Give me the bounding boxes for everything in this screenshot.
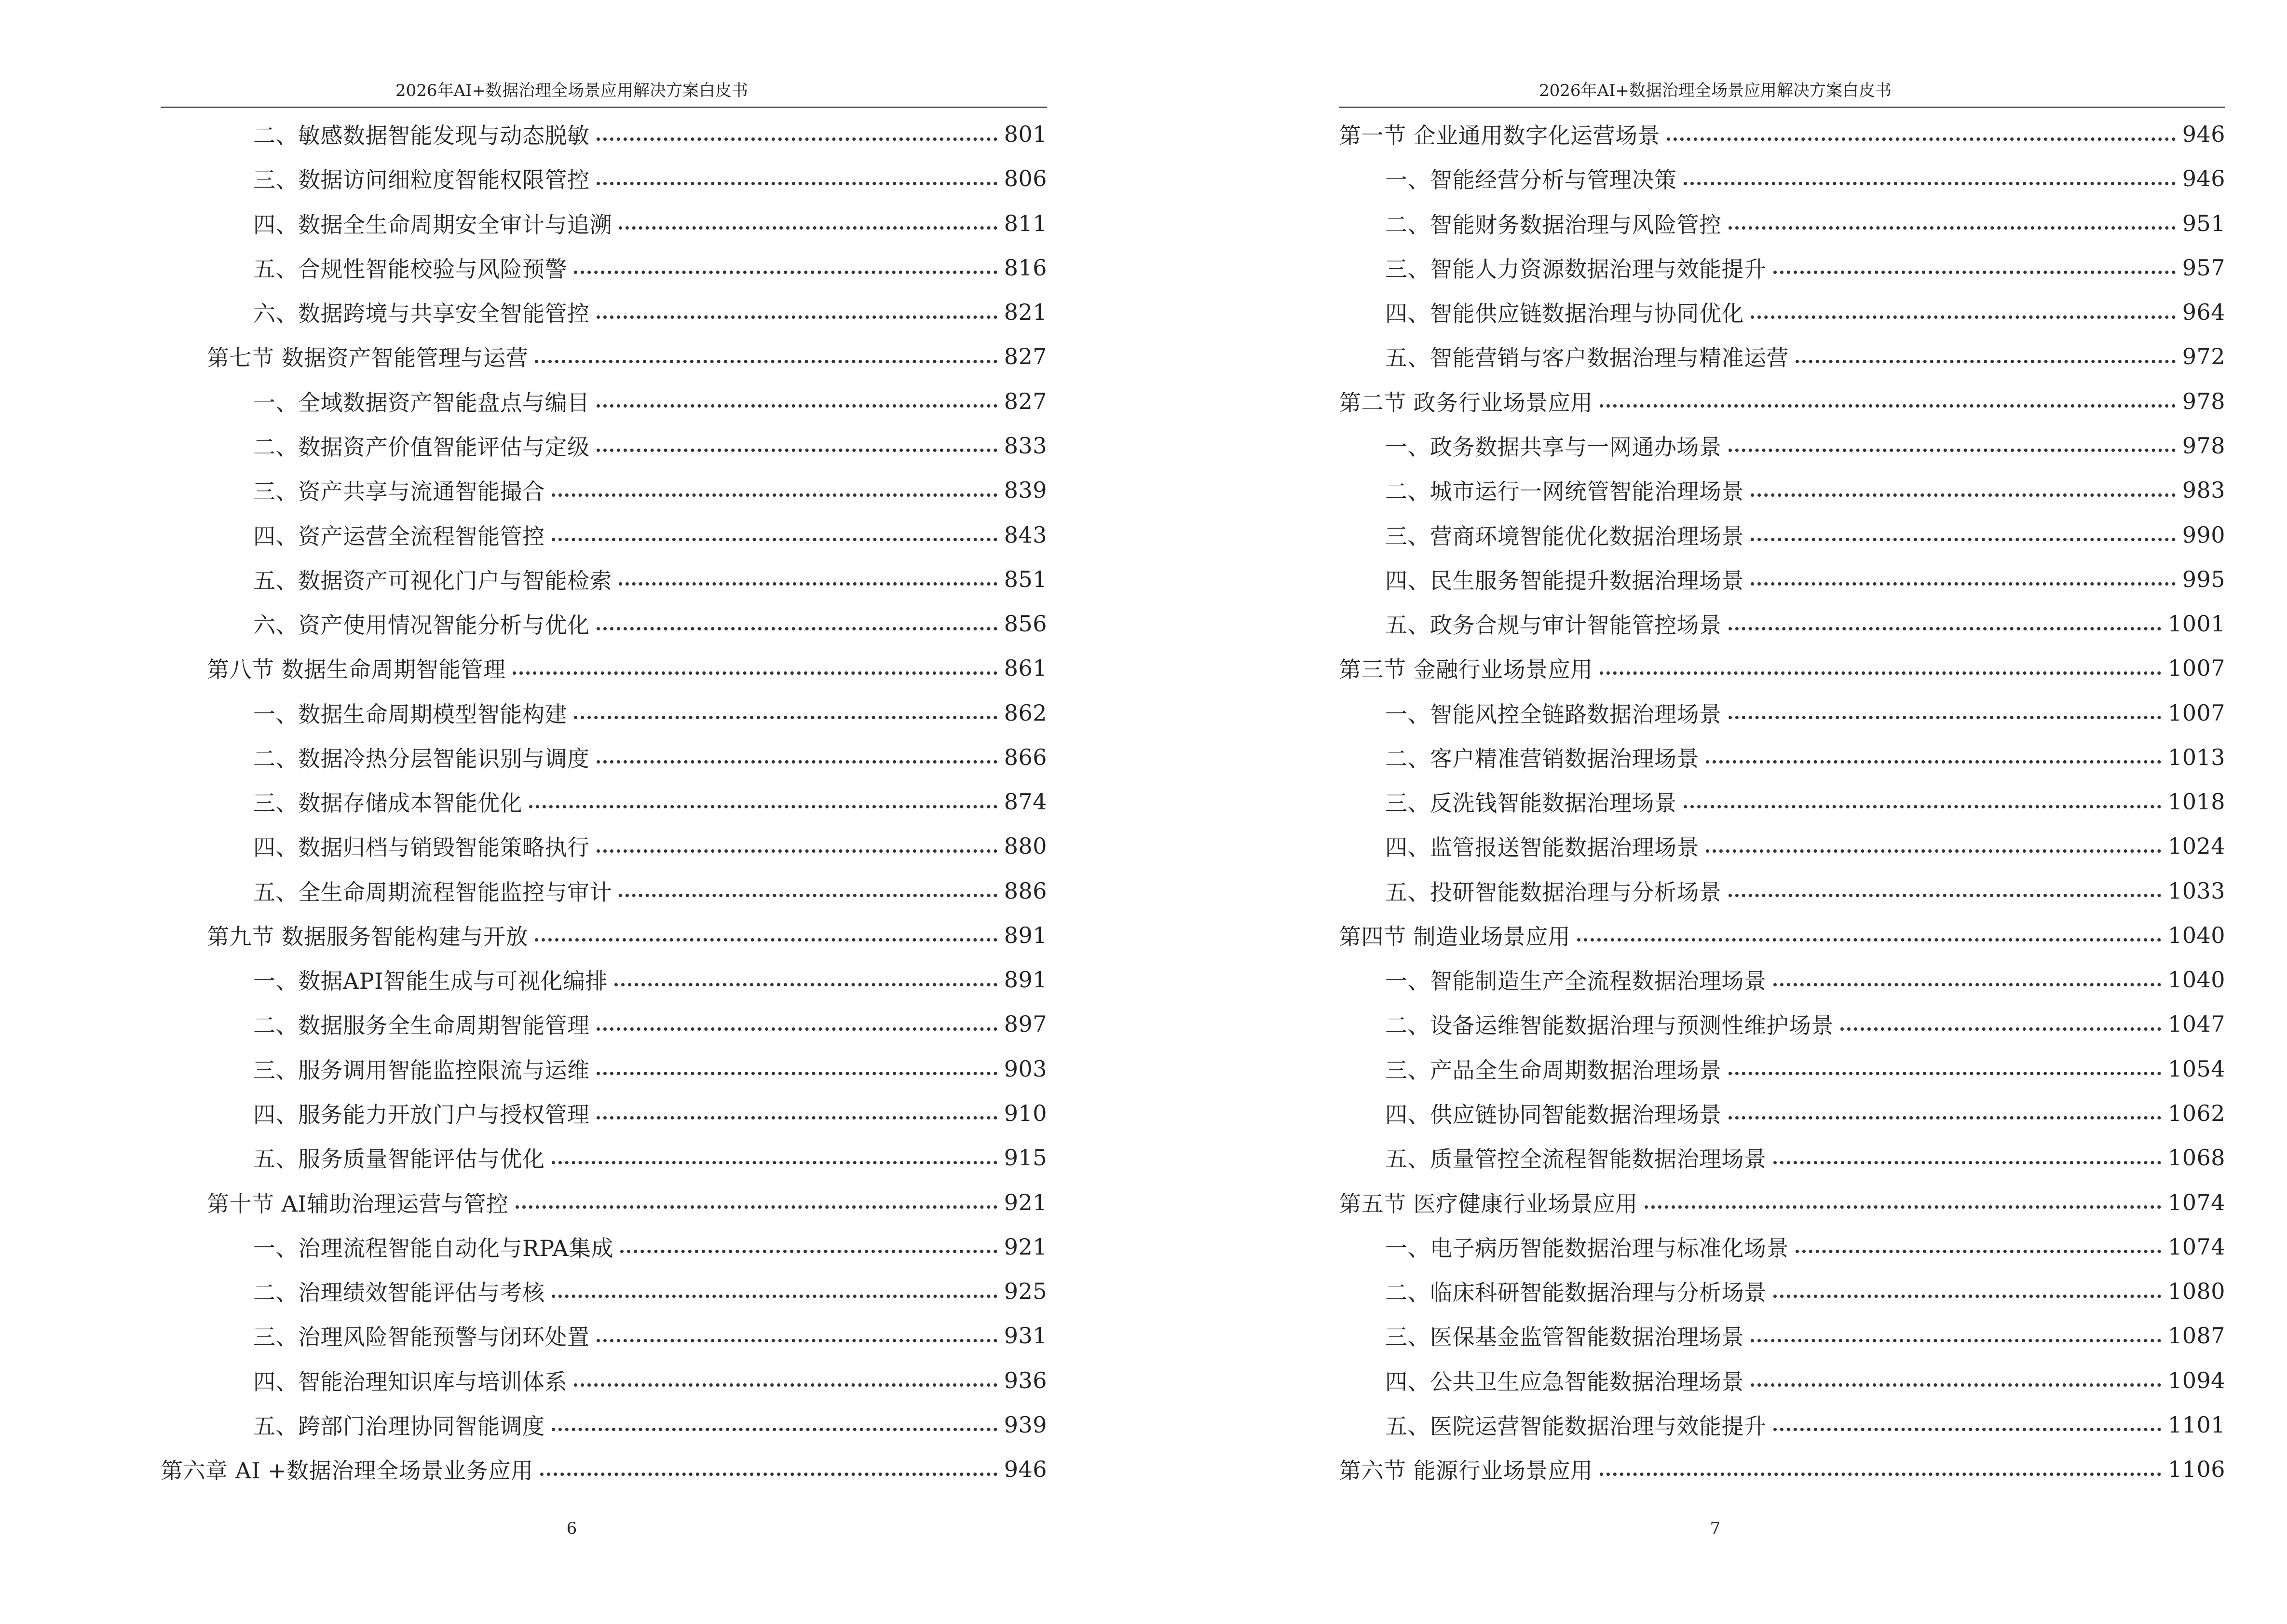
- toc-entry-title: 六、资产使用情况智能分析与优化: [253, 612, 590, 639]
- dot-leader: [597, 137, 997, 141]
- dot-leader: [1729, 1072, 2161, 1075]
- toc-entry-page: 1013: [2167, 744, 2225, 770]
- toc-entry-page: 957: [2182, 254, 2225, 281]
- toc-entry[interactable]: [161, 246, 1047, 290]
- dot-leader: [1729, 716, 2161, 719]
- toc-entry-title: 五、政务合规与审计智能管控场景: [1385, 612, 1722, 639]
- dot-leader: [1840, 1027, 2161, 1031]
- toc-entry-title: 三、反洗钱智能数据治理场景: [1385, 790, 1677, 817]
- toc-entry[interactable]: [1339, 379, 2225, 423]
- toc-entry[interactable]: [161, 869, 1047, 913]
- toc-entry-page: 816: [1004, 254, 1047, 281]
- dot-leader: [1600, 1473, 2161, 1476]
- toc-entry[interactable]: [1339, 1225, 2225, 1269]
- toc-entry-page: 995: [2182, 566, 2225, 592]
- dot-leader: [620, 1250, 997, 1253]
- toc-entry[interactable]: [161, 1403, 1047, 1447]
- toc-entry-page: 862: [1004, 699, 1047, 726]
- toc-entry-page: 1040: [2167, 967, 2225, 993]
- toc-entry-title: 三、数据访问细粒度智能权限管控: [253, 167, 590, 193]
- toc-entry-page: 1074: [2167, 1189, 2225, 1215]
- toc-entry-page: 811: [1004, 210, 1047, 236]
- toc-entry[interactable]: [1339, 601, 2225, 646]
- toc-entry-title: 三、医保基金监管智能数据治理场景: [1385, 1324, 1744, 1351]
- toc-entry[interactable]: [161, 1047, 1047, 1091]
- toc-entry-title: 二、临床科研智能数据治理与分析场景: [1385, 1280, 1767, 1306]
- dot-leader: [540, 1473, 997, 1476]
- toc-entry[interactable]: [161, 512, 1047, 557]
- toc-entry-page: 921: [1004, 1233, 1047, 1260]
- toc-entry-title: 二、城市运行一网统管智能治理场景: [1385, 478, 1744, 505]
- toc-entry[interactable]: [1339, 1002, 2225, 1046]
- toc-entry-title: 一、全域数据资产智能盘点与编目: [253, 389, 590, 416]
- header-divider: [161, 107, 1047, 108]
- toc-entry-title: 四、智能供应链数据治理与协同优化: [1385, 300, 1744, 327]
- dot-leader: [552, 1428, 997, 1431]
- toc-entry[interactable]: [1339, 735, 2225, 779]
- toc-entry-title: 第二节 政务行业场景应用: [1339, 389, 1593, 416]
- dot-leader: [1645, 1205, 2161, 1209]
- toc-entry-page: 1074: [2167, 1233, 2225, 1260]
- toc-entry-title: 第三节 金融行业场景应用: [1339, 656, 1593, 683]
- dot-leader: [597, 1072, 997, 1075]
- toc-entry-title: 五、合规性智能校验与风险预警: [253, 256, 567, 282]
- toc-entry[interactable]: [1339, 1135, 2225, 1180]
- toc-entry[interactable]: [161, 1180, 1047, 1224]
- toc-entry-title: 三、数据存储成本智能优化: [253, 790, 522, 817]
- toc-entry-title: 五、智能营销与客户数据治理与精准运营: [1385, 345, 1789, 371]
- toc-entry-page: 806: [1004, 165, 1047, 192]
- table-of-contents: [1339, 112, 2225, 1491]
- toc-entry[interactable]: [1339, 112, 2225, 156]
- toc-entry-title: 一、电子病历智能数据治理与标准化场景: [1385, 1235, 1789, 1261]
- dot-leader: [1600, 671, 2161, 675]
- table-of-contents: [161, 112, 1047, 1491]
- toc-entry-page: 903: [1004, 1055, 1047, 1082]
- dot-leader: [597, 449, 997, 452]
- toc-entry-title: 五、质量管控全流程智能数据治理场景: [1385, 1146, 1767, 1173]
- toc-entry[interactable]: [1339, 690, 2225, 735]
- toc-entry-page: 821: [1004, 299, 1047, 326]
- dot-leader: [1751, 1383, 2161, 1387]
- dot-leader: [1729, 894, 2161, 897]
- dot-leader: [1751, 493, 2176, 497]
- toc-entry-title: 四、公共卫生应急智能数据治理场景: [1385, 1368, 1744, 1395]
- toc-entry-page: 1007: [2167, 655, 2225, 682]
- toc-entry[interactable]: [161, 334, 1047, 379]
- toc-entry-title: 一、智能风控全链路数据治理场景: [1385, 701, 1722, 727]
- dot-leader: [1577, 938, 2161, 942]
- toc-entry-title: 一、政务数据共享与一网通办场景: [1385, 434, 1722, 460]
- toc-entry-title: 五、数据资产可视化门户与智能检索: [253, 567, 612, 594]
- toc-entry-title: 二、客户精准营销数据治理场景: [1385, 745, 1699, 772]
- toc-entry[interactable]: [1339, 1180, 2225, 1224]
- toc-entry[interactable]: [161, 1269, 1047, 1313]
- toc-entry[interactable]: [161, 913, 1047, 957]
- toc-entry-title: 二、敏感数据智能发现与动态脱敏: [253, 123, 590, 149]
- toc-entry-page: 839: [1004, 477, 1047, 504]
- dot-leader: [1706, 849, 2161, 853]
- dot-leader: [1773, 1295, 2161, 1298]
- dot-leader: [1751, 582, 2176, 586]
- toc-entry-title: 六、数据跨境与共享安全智能管控: [253, 300, 590, 327]
- toc-entry[interactable]: [1339, 557, 2225, 601]
- toc-entry-title: 第一节 企业通用数字化运营场景: [1339, 123, 1661, 149]
- toc-entry-page: 925: [1004, 1278, 1047, 1305]
- dot-leader: [552, 1295, 997, 1298]
- toc-entry-page: 931: [1004, 1323, 1047, 1349]
- toc-entry[interactable]: [161, 779, 1047, 824]
- dot-leader: [1684, 805, 2161, 808]
- toc-entry-title: 一、数据生命周期模型智能构建: [253, 701, 567, 727]
- dot-leader: [1729, 1116, 2161, 1119]
- toc-entry-page: 978: [2182, 388, 2225, 414]
- toc-entry-title: 二、数据资产价值智能评估与定级: [253, 434, 590, 460]
- toc-entry-page: 861: [1004, 655, 1047, 682]
- toc-entry-page: 833: [1004, 432, 1047, 459]
- header-divider: [1339, 107, 2225, 108]
- toc-entry[interactable]: [1339, 824, 2225, 868]
- toc-entry[interactable]: [1339, 1403, 2225, 1447]
- page-header: 2026年AI+数据治理全场景应用解决方案白皮书: [395, 81, 748, 100]
- dot-leader: [619, 894, 997, 897]
- toc-entry-page: 897: [1004, 1011, 1047, 1037]
- toc-entry-page: 1062: [2167, 1100, 2225, 1126]
- toc-entry-page: 1080: [2167, 1278, 2225, 1305]
- toc-entry-page: 910: [1004, 1100, 1047, 1126]
- toc-entry-page: 1094: [2167, 1367, 2225, 1393]
- dot-leader: [1729, 226, 2176, 230]
- toc-entry-title: 二、数据服务全生命周期智能管理: [253, 1012, 590, 1039]
- dot-leader: [619, 226, 997, 230]
- toc-entry[interactable]: [1339, 1358, 2225, 1402]
- dot-leader: [1600, 404, 2176, 408]
- toc-entry-title: 三、服务调用智能监控限流与运维: [253, 1057, 590, 1083]
- toc-entry-page: 886: [1004, 877, 1047, 904]
- dot-leader: [619, 582, 997, 586]
- toc-entry-title: 三、资产共享与流通智能撮合: [253, 478, 545, 505]
- toc-entry[interactable]: [161, 379, 1047, 423]
- toc-entry[interactable]: [161, 646, 1047, 690]
- toc-entry-title: 五、跨部门治理协同智能调度: [253, 1413, 545, 1439]
- toc-entry[interactable]: [1339, 201, 2225, 246]
- toc-entry[interactable]: [1339, 1313, 2225, 1358]
- toc-entry-page: 1007: [2167, 699, 2225, 726]
- dot-leader: [516, 1205, 997, 1209]
- toc-entry[interactable]: [1339, 334, 2225, 379]
- toc-entry-page: 939: [1004, 1411, 1047, 1438]
- dot-leader: [1729, 627, 2161, 630]
- dot-leader: [1667, 137, 2176, 141]
- toc-entry[interactable]: [161, 735, 1047, 779]
- toc-entry[interactable]: [161, 1313, 1047, 1358]
- toc-entry-title: 五、医院运营智能数据治理与效能提升: [1385, 1413, 1767, 1439]
- toc-entry[interactable]: [1339, 423, 2225, 468]
- dot-leader: [597, 315, 997, 319]
- toc-entry[interactable]: [161, 1225, 1047, 1269]
- dot-leader: [1796, 1250, 2161, 1253]
- toc-entry-title: 三、营商环境智能优化数据治理场景: [1385, 523, 1744, 549]
- toc-entry-page: 827: [1004, 388, 1047, 414]
- page-header: 2026年AI+数据治理全场景应用解决方案白皮书: [1539, 81, 1892, 100]
- dot-leader: [574, 1383, 997, 1387]
- toc-entry-title: 五、投研智能数据治理与分析场景: [1385, 879, 1722, 905]
- toc-entry-title: 四、数据全生命周期安全审计与追溯: [253, 211, 612, 238]
- toc-entry[interactable]: [1339, 1091, 2225, 1135]
- toc-entry-page: 1001: [2167, 611, 2225, 637]
- toc-entry[interactable]: [161, 468, 1047, 512]
- toc-entry-page: 891: [1004, 967, 1047, 993]
- page-number: 6: [566, 1519, 577, 1538]
- toc-entry-title: 第四节 制造业场景应用: [1339, 923, 1571, 950]
- toc-entry[interactable]: [1339, 779, 2225, 824]
- toc-entry-title: 二、治理绩效智能评估与考核: [253, 1280, 545, 1306]
- dot-leader: [1773, 1428, 2161, 1431]
- dot-leader: [1684, 182, 2176, 185]
- toc-entry[interactable]: [1339, 913, 2225, 957]
- toc-entry-page: 1054: [2167, 1055, 2225, 1082]
- toc-entry-page: 964: [2182, 299, 2225, 326]
- toc-entry-title: 第八节 数据生命周期智能管理: [207, 656, 506, 683]
- toc-entry[interactable]: [161, 156, 1047, 201]
- dot-leader: [614, 983, 997, 986]
- dot-leader: [535, 360, 997, 363]
- toc-entry-page: 946: [2182, 121, 2225, 148]
- dot-leader: [535, 938, 997, 942]
- toc-entry-title: 一、智能经营分析与管理决策: [1385, 167, 1677, 193]
- toc-entry-title: 四、监管报送智能数据治理场景: [1385, 834, 1699, 861]
- dot-leader: [529, 805, 997, 808]
- toc-entry-page: 1033: [2167, 877, 2225, 904]
- toc-entry-page: 972: [2182, 343, 2225, 370]
- toc-entry[interactable]: [1339, 646, 2225, 690]
- toc-entry-page: 990: [2182, 521, 2225, 548]
- toc-entry-page: 866: [1004, 744, 1047, 770]
- dot-leader: [597, 404, 997, 408]
- toc-entry-title: 一、治理流程智能自动化与RPA集成: [253, 1235, 614, 1261]
- toc-entry[interactable]: [161, 290, 1047, 334]
- toc-entry-page: 936: [1004, 1367, 1047, 1393]
- dot-leader: [1729, 449, 2176, 452]
- dot-leader: [597, 849, 997, 853]
- toc-entry-page: 1040: [2167, 922, 2225, 948]
- toc-entry[interactable]: [1339, 468, 2225, 512]
- toc-entry-title: 第六节 能源行业场景应用: [1339, 1458, 1593, 1484]
- dot-leader: [574, 271, 997, 274]
- toc-entry-page: 1087: [2167, 1323, 2225, 1349]
- toc-entry-title: 三、治理风险智能预警与闭环处置: [253, 1324, 590, 1351]
- dot-leader: [597, 182, 997, 185]
- toc-entry[interactable]: [161, 824, 1047, 868]
- toc-entry-title: 三、产品全生命周期数据治理场景: [1385, 1057, 1722, 1083]
- toc-entry-page: 915: [1004, 1145, 1047, 1171]
- toc-entry-title: 四、智能治理知识库与培训体系: [253, 1368, 567, 1395]
- toc-entry-page: 1024: [2167, 833, 2225, 860]
- toc-entry[interactable]: [161, 690, 1047, 735]
- toc-entry[interactable]: [161, 957, 1047, 1002]
- toc-entry[interactable]: [1339, 869, 2225, 913]
- dot-leader: [597, 760, 997, 764]
- toc-entry[interactable]: [161, 601, 1047, 646]
- toc-entry[interactable]: [161, 557, 1047, 601]
- toc-entry[interactable]: [161, 1091, 1047, 1135]
- toc-entry-title: 四、服务能力开放门户与授权管理: [253, 1101, 590, 1128]
- toc-entry-title: 一、数据API智能生成与可视化编排: [253, 968, 608, 995]
- toc-entry[interactable]: [1339, 957, 2225, 1002]
- toc-entry-page: 921: [1004, 1189, 1047, 1215]
- toc-entry-page: 978: [2182, 432, 2225, 459]
- dot-leader: [1773, 983, 2161, 986]
- toc-entry-title: 第十节 AI辅助治理运营与管控: [207, 1190, 509, 1217]
- toc-entry-page: 951: [2182, 210, 2225, 236]
- toc-entry-page: 843: [1004, 521, 1047, 548]
- toc-entry-page: 1047: [2167, 1011, 2225, 1037]
- toc-entry-page: 856: [1004, 611, 1047, 637]
- dot-leader: [513, 671, 997, 675]
- dot-leader: [552, 493, 997, 497]
- toc-entry-title: 四、民生服务智能提升数据治理场景: [1385, 567, 1744, 594]
- right-page: [1144, 0, 2287, 1624]
- dot-leader: [574, 716, 997, 719]
- toc-entry-title: 五、全生命周期流程智能监控与审计: [253, 879, 612, 905]
- toc-entry-title: 四、数据归档与销毁智能策略执行: [253, 834, 590, 861]
- toc-entry[interactable]: [1339, 1269, 2225, 1313]
- toc-entry[interactable]: [161, 1135, 1047, 1180]
- toc-entry-title: 第九节 数据服务智能构建与开放: [207, 923, 529, 950]
- toc-entry-title: 二、设备运维智能数据治理与预测性维护场景: [1385, 1012, 1834, 1039]
- dot-leader: [552, 1161, 997, 1164]
- toc-entry[interactable]: [1339, 512, 2225, 557]
- toc-entry-title: 第七节 数据资产智能管理与运营: [207, 345, 529, 371]
- dot-leader: [597, 1116, 997, 1119]
- dot-leader: [552, 538, 997, 541]
- toc-entry-page: 827: [1004, 343, 1047, 370]
- toc-entry-page: 1018: [2167, 789, 2225, 815]
- dot-leader: [1706, 760, 2161, 764]
- toc-entry-title: 二、数据冷热分层智能识别与调度: [253, 745, 590, 772]
- toc-entry-title: 第六章 AI +数据治理全场景业务应用: [161, 1458, 533, 1484]
- dot-leader: [597, 1339, 997, 1342]
- toc-entry[interactable]: [1339, 156, 2225, 201]
- toc-entry-page: 891: [1004, 922, 1047, 948]
- toc-entry[interactable]: [161, 1002, 1047, 1046]
- dot-leader: [1796, 360, 2176, 363]
- toc-entry-page: 880: [1004, 833, 1047, 860]
- toc-entry-title: 三、智能人力资源数据治理与效能提升: [1385, 256, 1767, 282]
- toc-entry-page: 1068: [2167, 1145, 2225, 1171]
- toc-entry-page: 1106: [2167, 1456, 2225, 1483]
- toc-entry-page: 946: [1004, 1456, 1047, 1483]
- toc-entry[interactable]: [1339, 290, 2225, 334]
- toc-entry-page: 874: [1004, 789, 1047, 815]
- toc-entry[interactable]: [161, 201, 1047, 246]
- toc-entry[interactable]: [161, 112, 1047, 156]
- toc-entry-title: 第五节 医疗健康行业场景应用: [1339, 1190, 1638, 1217]
- page-number: 7: [1710, 1519, 1721, 1538]
- toc-entry-title: 四、资产运营全流程智能管控: [253, 523, 545, 549]
- dot-leader: [597, 1027, 997, 1031]
- toc-entry-page: 851: [1004, 566, 1047, 592]
- dot-leader: [597, 627, 997, 630]
- toc-entry-page: 801: [1004, 121, 1047, 148]
- toc-entry-title: 二、智能财务数据治理与风险管控: [1385, 211, 1722, 238]
- toc-entry-page: 1101: [2167, 1411, 2225, 1438]
- toc-entry[interactable]: [161, 1447, 1047, 1491]
- toc-entry-page: 983: [2182, 477, 2225, 504]
- toc-entry-title: 四、供应链协同智能数据治理场景: [1385, 1101, 1722, 1128]
- dot-leader: [1773, 271, 2176, 274]
- toc-entry[interactable]: [161, 1358, 1047, 1402]
- dot-leader: [1751, 315, 2176, 319]
- dot-leader: [1773, 1161, 2161, 1164]
- toc-entry[interactable]: [1339, 246, 2225, 290]
- toc-entry-title: 五、服务质量智能评估与优化: [253, 1146, 545, 1173]
- toc-entry[interactable]: [161, 423, 1047, 468]
- toc-entry[interactable]: [1339, 1447, 2225, 1491]
- toc-entry-title: 一、智能制造生产全流程数据治理场景: [1385, 968, 1767, 995]
- dot-leader: [1751, 1339, 2161, 1342]
- dot-leader: [1751, 538, 2176, 541]
- toc-entry[interactable]: [1339, 1047, 2225, 1091]
- toc-entry-page: 946: [2182, 165, 2225, 192]
